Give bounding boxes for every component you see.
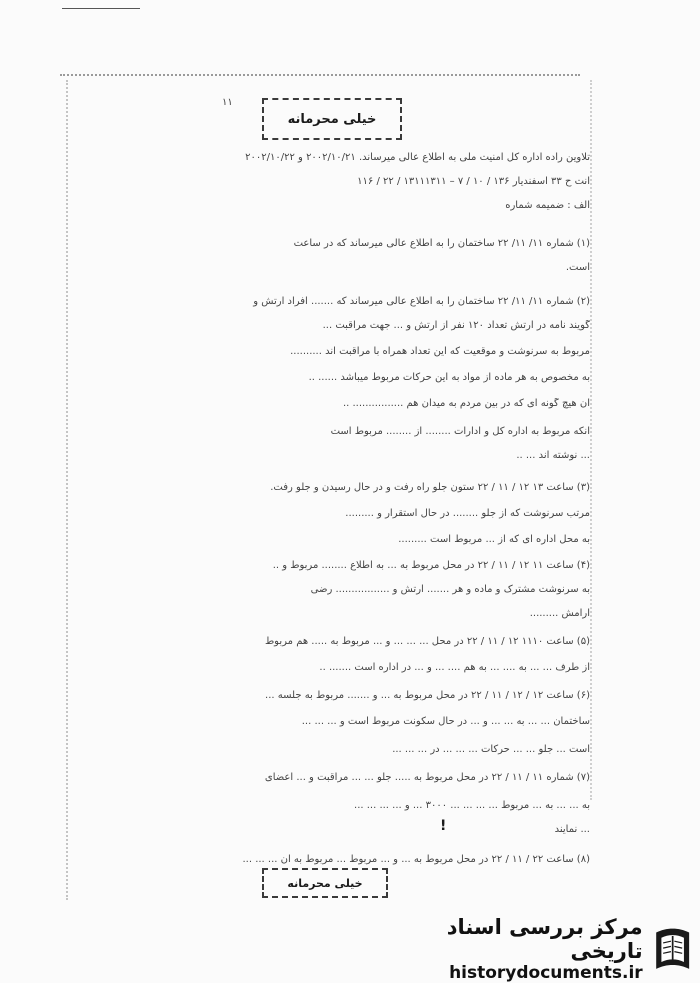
top-rule: [62, 8, 140, 9]
logo-text: [404, 915, 643, 983]
classification-stamp: خیلی محرمانه: [262, 98, 402, 140]
document-line: مربوط به سرنوشت و موقعیت که این تعداد همراه با مراقبت اند ..........: [290, 346, 590, 357]
document-line: (۵) ساعت ۱۱۱۰ ۱۲ / ۱۱ / ۲۲ در محل ... ... ... و ... مربوط به ..... هم مربوط: [264, 636, 590, 647]
document-line: انت ح ۳۳ اسفندیار ۱۳۶ / ۱۰ / ۷ – ۱۳۱۱۱۳۱۱ / ۲۲ / ۱۱۶: [357, 176, 590, 187]
book-icon: [651, 920, 694, 978]
document-line: (۸) ساعت ۲۲ / ۱۱ / ۲۲ در محل مربوط به ... و ... مربوط ... مربوط به آن ... ... ...: [242, 854, 590, 865]
document-line: به محل اداره ای که از ... مربوط است .........: [398, 534, 590, 545]
document-line: (۱) شماره ۱۱/ ۱۱/ ۲۲ ساختمان را به اطلاع عالی میرساند که در ساعت: [293, 238, 590, 249]
document-line: (۳) ساعت ۱۳ ۱۲ / ۱۱ / ۲۲ ستون جلو راه رفت و در حال رسیدن و جلو رفت.: [270, 482, 590, 493]
document-line: به سرنوشت مشترک و ماده و هر ....... ارتش و ................. رضی: [310, 584, 590, 595]
exclamation-mark: !: [440, 818, 447, 834]
document-line: به ... ... به ... مربوط ... ... ... ... ۳۰۰۰ ... و ... ... ... ...: [354, 800, 590, 811]
watermark-logo: [404, 915, 694, 983]
document-line: آرامش .........: [529, 608, 590, 619]
document-line: از طرف ... ... به .... ... به هم .... ... و ... در اداره است ....... ..: [319, 662, 590, 673]
document-line: آنکه مربوط به اداره کل و ادارات ........ از ........ مربوط است: [330, 426, 590, 437]
page-border-right: [590, 80, 592, 800]
document-line: ... نمایند: [554, 824, 590, 835]
document-line: به مخصوص به هر ماده از مواد به این حرکات مربوط میباشد ...... ..: [308, 372, 590, 383]
document-line: مرتب سرنوشت که از جلو ........ در حال استقرار و .........: [345, 508, 590, 519]
document-line: است.: [565, 262, 590, 273]
document-line: (۶) ساعت ۱۲ / ۱۲ / ۱۱ / ۲۲ در محل مربوط به ... و ....... مربوط به جلسه ...: [265, 690, 590, 701]
logo-title: مرکز بررسی اسناد تاریخی: [446, 915, 643, 963]
document-line: ساختمان ... ... به ... ... و ... در حال سکونت مربوط است و ... ... ...: [301, 716, 590, 727]
document-line: تلاوین راده اداره کل امنیت ملی به اطلاع عالی میرساند. ۲۰۰۲/۱۰/۲۱ و ۲۰۰۲/۱۰/۲۲: [245, 152, 590, 163]
page-border-left: [66, 80, 68, 900]
logo-url: historydocuments.ir: [449, 963, 643, 983]
document-line: (۷) شماره ۱۱ / ۱۱ / ۲۲ در محل مربوط به ..... جلو ... ... مراقبت و ... اعضای: [264, 772, 590, 783]
classification-stamp-bottom: خیلی محرمانه: [262, 868, 388, 898]
page-border-top: [60, 74, 580, 76]
document-line: است ... جلو ... ... حرکات ... ... ... در ... ... ...: [392, 744, 590, 755]
document-line: ... نوشته اند ... ..: [516, 450, 590, 461]
document-line: گویند نامه در ارتش تعداد ۱۲۰ نفر از ارتش و ... جهت مراقبت ...: [322, 320, 590, 331]
document-line: (۴) ساعت ۱۱ ۱۲ / ۱۱ / ۲۲ در محل مربوط به ... به اطلاع ........ مربوط و ..: [272, 560, 590, 571]
document-line: آن هیچ گونه ای که در بین مردم به میدان هم ................ ..: [342, 398, 590, 409]
margin-mark: ۱۱: [222, 97, 233, 108]
document-line: الف : ضمیمه شماره: [505, 200, 590, 211]
document-line: (۲) شماره ۱۱/ ۱۱/ ۲۲ ساختمان را به اطلاع عالی میرساند که ....... افراد ارتش و: [253, 296, 590, 307]
